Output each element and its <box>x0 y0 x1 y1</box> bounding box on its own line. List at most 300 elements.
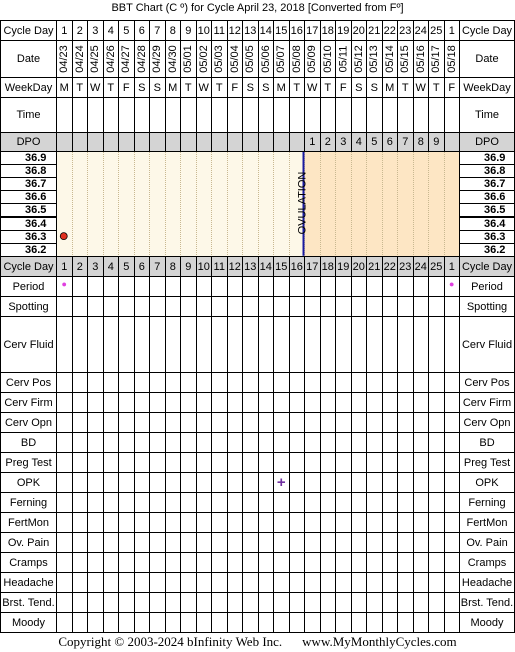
cerv-firm-cell[interactable] <box>289 392 306 413</box>
period-cell[interactable] <box>227 276 244 297</box>
fertmon-cell[interactable] <box>211 512 228 533</box>
cerv-opn-cell[interactable] <box>258 412 275 433</box>
bd-cell[interactable] <box>258 432 275 453</box>
bd-cell[interactable] <box>273 432 290 453</box>
ov-pain-cell[interactable] <box>320 532 337 553</box>
spotting-cell[interactable] <box>304 296 321 317</box>
moody-cell[interactable] <box>351 612 368 633</box>
brst-tend-cell[interactable] <box>56 592 73 613</box>
headache-cell[interactable] <box>103 572 120 593</box>
bd-cell[interactable] <box>180 432 197 453</box>
cramps-cell[interactable] <box>56 552 73 573</box>
fertmon-cell[interactable] <box>103 512 120 533</box>
cerv-opn-cell[interactable] <box>320 412 337 433</box>
cerv-firm-cell[interactable] <box>56 392 73 413</box>
fertmon-cell[interactable] <box>118 512 135 533</box>
fertmon-cell[interactable] <box>273 512 290 533</box>
preg-test-cell[interactable] <box>72 452 89 473</box>
cerv-opn-cell[interactable] <box>56 412 73 433</box>
bd-cell[interactable] <box>304 432 321 453</box>
period-cell[interactable] <box>134 276 151 297</box>
brst-tend-cell[interactable] <box>149 592 166 613</box>
ov-pain-cell[interactable] <box>180 532 197 553</box>
moody-cell[interactable] <box>366 612 383 633</box>
fertmon-cell[interactable] <box>227 512 244 533</box>
ferning-cell[interactable] <box>335 492 352 513</box>
cramps-cell[interactable] <box>304 552 321 573</box>
spotting-cell[interactable] <box>180 296 197 317</box>
headache-cell[interactable] <box>428 572 445 593</box>
headache-cell[interactable] <box>289 572 306 593</box>
cerv-opn-cell[interactable] <box>149 412 166 433</box>
brst-tend-cell[interactable] <box>196 592 213 613</box>
brst-tend-cell[interactable] <box>227 592 244 613</box>
preg-test-cell[interactable] <box>289 452 306 473</box>
moody-cell[interactable] <box>180 612 197 633</box>
cerv-fluid-cell[interactable] <box>165 316 182 373</box>
opk-cell[interactable] <box>196 472 213 493</box>
period-cell[interactable] <box>382 276 399 297</box>
headache-cell[interactable] <box>366 572 383 593</box>
cramps-cell[interactable] <box>242 552 259 573</box>
cerv-opn-cell[interactable] <box>428 412 445 433</box>
ov-pain-cell[interactable] <box>72 532 89 553</box>
headache-cell[interactable] <box>72 572 89 593</box>
preg-test-cell[interactable] <box>413 452 430 473</box>
ferning-cell[interactable] <box>304 492 321 513</box>
opk-cell[interactable] <box>103 472 120 493</box>
cerv-pos-cell[interactable] <box>397 372 414 393</box>
cramps-cell[interactable] <box>118 552 135 573</box>
bd-cell[interactable] <box>335 432 352 453</box>
cramps-cell[interactable] <box>211 552 228 573</box>
ferning-cell[interactable] <box>87 492 104 513</box>
ov-pain-cell[interactable] <box>258 532 275 553</box>
brst-tend-cell[interactable] <box>211 592 228 613</box>
moody-cell[interactable] <box>397 612 414 633</box>
ferning-cell[interactable] <box>258 492 275 513</box>
bd-cell[interactable] <box>413 432 430 453</box>
brst-tend-cell[interactable] <box>397 592 414 613</box>
bd-cell[interactable] <box>56 432 73 453</box>
cerv-pos-cell[interactable] <box>273 372 290 393</box>
cerv-opn-cell[interactable] <box>335 412 352 433</box>
cramps-cell[interactable] <box>103 552 120 573</box>
spotting-cell[interactable] <box>273 296 290 317</box>
fertmon-cell[interactable] <box>366 512 383 533</box>
opk-cell[interactable] <box>444 472 461 493</box>
headache-cell[interactable] <box>258 572 275 593</box>
cerv-firm-cell[interactable] <box>242 392 259 413</box>
cerv-fluid-cell[interactable] <box>196 316 213 373</box>
moody-cell[interactable] <box>304 612 321 633</box>
cerv-firm-cell[interactable] <box>149 392 166 413</box>
bd-cell[interactable] <box>289 432 306 453</box>
spotting-cell[interactable] <box>56 296 73 317</box>
preg-test-cell[interactable] <box>258 452 275 473</box>
brst-tend-cell[interactable] <box>258 592 275 613</box>
fertmon-cell[interactable] <box>258 512 275 533</box>
ov-pain-cell[interactable] <box>211 532 228 553</box>
opk-cell[interactable] <box>413 472 430 493</box>
cerv-opn-cell[interactable] <box>165 412 182 433</box>
cerv-firm-cell[interactable] <box>428 392 445 413</box>
period-cell[interactable] <box>118 276 135 297</box>
cerv-firm-cell[interactable] <box>320 392 337 413</box>
cerv-fluid-cell[interactable] <box>258 316 275 373</box>
moody-cell[interactable] <box>149 612 166 633</box>
spotting-cell[interactable] <box>211 296 228 317</box>
ferning-cell[interactable] <box>242 492 259 513</box>
period-cell[interactable] <box>165 276 182 297</box>
fertmon-cell[interactable] <box>351 512 368 533</box>
cramps-cell[interactable] <box>351 552 368 573</box>
spotting-cell[interactable] <box>351 296 368 317</box>
bd-cell[interactable] <box>242 432 259 453</box>
ferning-cell[interactable] <box>428 492 445 513</box>
cerv-pos-cell[interactable] <box>289 372 306 393</box>
preg-test-cell[interactable] <box>444 452 461 473</box>
spotting-cell[interactable] <box>413 296 430 317</box>
cerv-pos-cell[interactable] <box>149 372 166 393</box>
opk-cell[interactable] <box>273 472 290 493</box>
headache-cell[interactable] <box>444 572 461 593</box>
ferning-cell[interactable] <box>320 492 337 513</box>
cramps-cell[interactable] <box>397 552 414 573</box>
period-cell[interactable] <box>180 276 197 297</box>
cerv-firm-cell[interactable] <box>351 392 368 413</box>
moody-cell[interactable] <box>242 612 259 633</box>
cerv-pos-cell[interactable] <box>134 372 151 393</box>
preg-test-cell[interactable] <box>118 452 135 473</box>
cerv-fluid-cell[interactable] <box>320 316 337 373</box>
cramps-cell[interactable] <box>87 552 104 573</box>
ov-pain-cell[interactable] <box>149 532 166 553</box>
preg-test-cell[interactable] <box>351 452 368 473</box>
cerv-firm-cell[interactable] <box>134 392 151 413</box>
period-cell[interactable] <box>273 276 290 297</box>
cerv-firm-cell[interactable] <box>335 392 352 413</box>
bd-cell[interactable] <box>366 432 383 453</box>
cerv-opn-cell[interactable] <box>242 412 259 433</box>
cerv-fluid-cell[interactable] <box>351 316 368 373</box>
ov-pain-cell[interactable] <box>289 532 306 553</box>
moody-cell[interactable] <box>273 612 290 633</box>
fertmon-cell[interactable] <box>397 512 414 533</box>
headache-cell[interactable] <box>149 572 166 593</box>
moody-cell[interactable] <box>227 612 244 633</box>
moody-cell[interactable] <box>72 612 89 633</box>
cerv-fluid-cell[interactable] <box>72 316 89 373</box>
fertmon-cell[interactable] <box>72 512 89 533</box>
spotting-cell[interactable] <box>196 296 213 317</box>
fertmon-cell[interactable] <box>196 512 213 533</box>
cerv-pos-cell[interactable] <box>444 372 461 393</box>
cerv-opn-cell[interactable] <box>273 412 290 433</box>
spotting-cell[interactable] <box>87 296 104 317</box>
preg-test-cell[interactable] <box>227 452 244 473</box>
fertmon-cell[interactable] <box>413 512 430 533</box>
headache-cell[interactable] <box>134 572 151 593</box>
brst-tend-cell[interactable] <box>165 592 182 613</box>
bd-cell[interactable] <box>103 432 120 453</box>
cerv-fluid-cell[interactable] <box>242 316 259 373</box>
cerv-fluid-cell[interactable] <box>180 316 197 373</box>
ov-pain-cell[interactable] <box>242 532 259 553</box>
cerv-opn-cell[interactable] <box>397 412 414 433</box>
cerv-pos-cell[interactable] <box>382 372 399 393</box>
preg-test-cell[interactable] <box>273 452 290 473</box>
preg-test-cell[interactable] <box>211 452 228 473</box>
ferning-cell[interactable] <box>227 492 244 513</box>
moody-cell[interactable] <box>103 612 120 633</box>
opk-cell[interactable] <box>87 472 104 493</box>
cramps-cell[interactable] <box>382 552 399 573</box>
cerv-fluid-cell[interactable] <box>444 316 461 373</box>
bd-cell[interactable] <box>397 432 414 453</box>
cerv-pos-cell[interactable] <box>320 372 337 393</box>
preg-test-cell[interactable] <box>87 452 104 473</box>
bd-cell[interactable] <box>444 432 461 453</box>
fertmon-cell[interactable] <box>87 512 104 533</box>
ov-pain-cell[interactable] <box>335 532 352 553</box>
ferning-cell[interactable] <box>134 492 151 513</box>
headache-cell[interactable] <box>196 572 213 593</box>
cerv-firm-cell[interactable] <box>165 392 182 413</box>
opk-cell[interactable] <box>335 472 352 493</box>
period-cell[interactable] <box>242 276 259 297</box>
cerv-firm-cell[interactable] <box>211 392 228 413</box>
opk-cell[interactable] <box>397 472 414 493</box>
period-cell[interactable] <box>211 276 228 297</box>
cerv-fluid-cell[interactable] <box>56 316 73 373</box>
cerv-firm-cell[interactable] <box>304 392 321 413</box>
spotting-cell[interactable] <box>118 296 135 317</box>
cerv-pos-cell[interactable] <box>196 372 213 393</box>
cramps-cell[interactable] <box>413 552 430 573</box>
fertmon-cell[interactable] <box>304 512 321 533</box>
cerv-pos-cell[interactable] <box>118 372 135 393</box>
headache-cell[interactable] <box>165 572 182 593</box>
ferning-cell[interactable] <box>413 492 430 513</box>
cerv-opn-cell[interactable] <box>304 412 321 433</box>
opk-cell[interactable] <box>258 472 275 493</box>
moody-cell[interactable] <box>320 612 337 633</box>
cerv-pos-cell[interactable] <box>428 372 445 393</box>
fertmon-cell[interactable] <box>335 512 352 533</box>
cerv-pos-cell[interactable] <box>211 372 228 393</box>
cramps-cell[interactable] <box>335 552 352 573</box>
preg-test-cell[interactable] <box>397 452 414 473</box>
brst-tend-cell[interactable] <box>242 592 259 613</box>
cerv-fluid-cell[interactable] <box>397 316 414 373</box>
cerv-firm-cell[interactable] <box>118 392 135 413</box>
spotting-cell[interactable] <box>366 296 383 317</box>
moody-cell[interactable] <box>118 612 135 633</box>
ov-pain-cell[interactable] <box>103 532 120 553</box>
bd-cell[interactable] <box>134 432 151 453</box>
headache-cell[interactable] <box>180 572 197 593</box>
cramps-cell[interactable] <box>273 552 290 573</box>
cerv-fluid-cell[interactable] <box>366 316 383 373</box>
fertmon-cell[interactable] <box>382 512 399 533</box>
cerv-pos-cell[interactable] <box>227 372 244 393</box>
cerv-pos-cell[interactable] <box>258 372 275 393</box>
cerv-firm-cell[interactable] <box>87 392 104 413</box>
headache-cell[interactable] <box>242 572 259 593</box>
ov-pain-cell[interactable] <box>413 532 430 553</box>
opk-cell[interactable] <box>242 472 259 493</box>
cerv-fluid-cell[interactable] <box>227 316 244 373</box>
opk-cell[interactable] <box>180 472 197 493</box>
moody-cell[interactable] <box>87 612 104 633</box>
spotting-cell[interactable] <box>258 296 275 317</box>
cerv-opn-cell[interactable] <box>134 412 151 433</box>
opk-cell[interactable] <box>227 472 244 493</box>
opk-cell[interactable] <box>366 472 383 493</box>
spotting-cell[interactable] <box>72 296 89 317</box>
moody-cell[interactable] <box>258 612 275 633</box>
period-cell[interactable] <box>87 276 104 297</box>
cerv-opn-cell[interactable] <box>196 412 213 433</box>
cramps-cell[interactable] <box>444 552 461 573</box>
cerv-pos-cell[interactable] <box>304 372 321 393</box>
cerv-fluid-cell[interactable] <box>87 316 104 373</box>
period-cell[interactable] <box>304 276 321 297</box>
ferning-cell[interactable] <box>149 492 166 513</box>
headache-cell[interactable] <box>273 572 290 593</box>
cramps-cell[interactable] <box>180 552 197 573</box>
opk-cell[interactable] <box>72 472 89 493</box>
cerv-fluid-cell[interactable] <box>304 316 321 373</box>
spotting-cell[interactable] <box>242 296 259 317</box>
cerv-opn-cell[interactable] <box>351 412 368 433</box>
period-cell[interactable] <box>149 276 166 297</box>
ov-pain-cell[interactable] <box>397 532 414 553</box>
preg-test-cell[interactable] <box>196 452 213 473</box>
opk-cell[interactable] <box>211 472 228 493</box>
ferning-cell[interactable] <box>289 492 306 513</box>
preg-test-cell[interactable] <box>428 452 445 473</box>
headache-cell[interactable] <box>211 572 228 593</box>
spotting-cell[interactable] <box>428 296 445 317</box>
period-cell[interactable] <box>428 276 445 297</box>
period-cell[interactable] <box>56 276 73 297</box>
cerv-pos-cell[interactable] <box>242 372 259 393</box>
cramps-cell[interactable] <box>366 552 383 573</box>
headache-cell[interactable] <box>351 572 368 593</box>
ferning-cell[interactable] <box>56 492 73 513</box>
fertmon-cell[interactable] <box>428 512 445 533</box>
spotting-cell[interactable] <box>320 296 337 317</box>
cerv-firm-cell[interactable] <box>273 392 290 413</box>
cerv-firm-cell[interactable] <box>444 392 461 413</box>
cerv-firm-cell[interactable] <box>397 392 414 413</box>
headache-cell[interactable] <box>320 572 337 593</box>
cerv-firm-cell[interactable] <box>227 392 244 413</box>
opk-cell[interactable] <box>134 472 151 493</box>
preg-test-cell[interactable] <box>304 452 321 473</box>
preg-test-cell[interactable] <box>56 452 73 473</box>
bd-cell[interactable] <box>165 432 182 453</box>
ferning-cell[interactable] <box>165 492 182 513</box>
cerv-opn-cell[interactable] <box>180 412 197 433</box>
ferning-cell[interactable] <box>273 492 290 513</box>
spotting-cell[interactable] <box>227 296 244 317</box>
cerv-firm-cell[interactable] <box>196 392 213 413</box>
headache-cell[interactable] <box>397 572 414 593</box>
bd-cell[interactable] <box>382 432 399 453</box>
site-link[interactable]: www.MyMonthlyCycles.com <box>302 634 457 649</box>
fertmon-cell[interactable] <box>165 512 182 533</box>
cerv-pos-cell[interactable] <box>335 372 352 393</box>
opk-cell[interactable] <box>118 472 135 493</box>
bd-cell[interactable] <box>211 432 228 453</box>
preg-test-cell[interactable] <box>366 452 383 473</box>
moody-cell[interactable] <box>289 612 306 633</box>
cramps-cell[interactable] <box>428 552 445 573</box>
period-cell[interactable] <box>103 276 120 297</box>
period-cell[interactable] <box>289 276 306 297</box>
opk-cell[interactable] <box>149 472 166 493</box>
brst-tend-cell[interactable] <box>428 592 445 613</box>
moody-cell[interactable] <box>444 612 461 633</box>
fertmon-cell[interactable] <box>444 512 461 533</box>
cerv-opn-cell[interactable] <box>211 412 228 433</box>
cerv-fluid-cell[interactable] <box>382 316 399 373</box>
ov-pain-cell[interactable] <box>227 532 244 553</box>
headache-cell[interactable] <box>118 572 135 593</box>
brst-tend-cell[interactable] <box>273 592 290 613</box>
cerv-firm-cell[interactable] <box>413 392 430 413</box>
cerv-fluid-cell[interactable] <box>211 316 228 373</box>
brst-tend-cell[interactable] <box>180 592 197 613</box>
spotting-cell[interactable] <box>165 296 182 317</box>
preg-test-cell[interactable] <box>242 452 259 473</box>
cerv-pos-cell[interactable] <box>72 372 89 393</box>
preg-test-cell[interactable] <box>335 452 352 473</box>
cerv-firm-cell[interactable] <box>72 392 89 413</box>
bd-cell[interactable] <box>320 432 337 453</box>
fertmon-cell[interactable] <box>320 512 337 533</box>
fertmon-cell[interactable] <box>134 512 151 533</box>
bd-cell[interactable] <box>149 432 166 453</box>
cerv-pos-cell[interactable] <box>351 372 368 393</box>
bd-cell[interactable] <box>227 432 244 453</box>
opk-cell[interactable] <box>304 472 321 493</box>
brst-tend-cell[interactable] <box>72 592 89 613</box>
preg-test-cell[interactable] <box>382 452 399 473</box>
cerv-fluid-cell[interactable] <box>335 316 352 373</box>
spotting-cell[interactable] <box>335 296 352 317</box>
cerv-opn-cell[interactable] <box>87 412 104 433</box>
ov-pain-cell[interactable] <box>87 532 104 553</box>
cramps-cell[interactable] <box>320 552 337 573</box>
headache-cell[interactable] <box>335 572 352 593</box>
cerv-pos-cell[interactable] <box>56 372 73 393</box>
ferning-cell[interactable] <box>444 492 461 513</box>
opk-cell[interactable] <box>165 472 182 493</box>
preg-test-cell[interactable] <box>165 452 182 473</box>
fertmon-cell[interactable] <box>180 512 197 533</box>
brst-tend-cell[interactable] <box>118 592 135 613</box>
ov-pain-cell[interactable] <box>366 532 383 553</box>
ov-pain-cell[interactable] <box>56 532 73 553</box>
opk-cell[interactable] <box>351 472 368 493</box>
ov-pain-cell[interactable] <box>304 532 321 553</box>
moody-cell[interactable] <box>428 612 445 633</box>
opk-cell[interactable] <box>289 472 306 493</box>
